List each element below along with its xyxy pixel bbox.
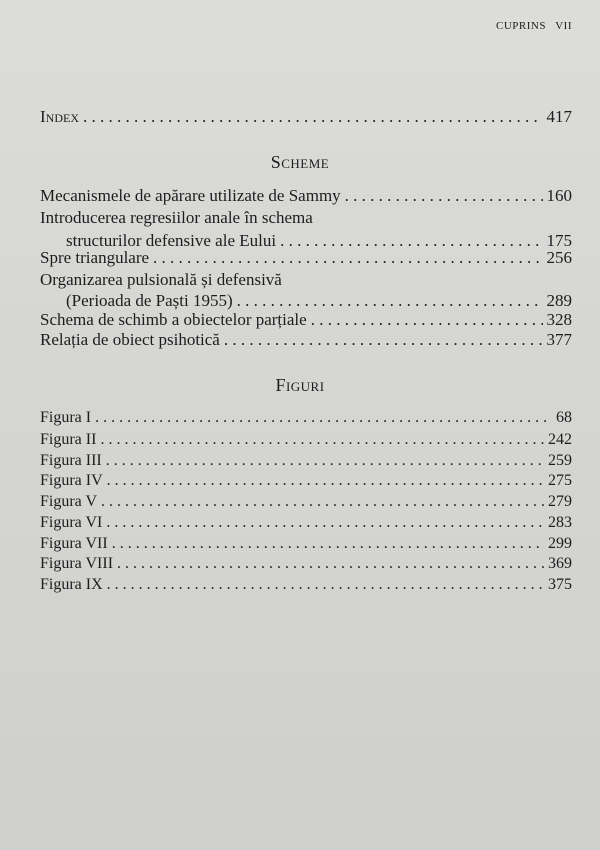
- toc-entry-label: Figura IX: [40, 576, 103, 593]
- toc-entry-page: 417: [546, 107, 572, 126]
- toc-entry-label: Relația de obiect psihotică: [40, 330, 220, 349]
- toc-entry-page: 68: [556, 409, 572, 426]
- toc-entry-scheme-3[interactable]: [40, 248, 572, 268]
- toc-entry-label: Figura IV: [40, 472, 103, 489]
- toc-entry-label: Index: [40, 107, 79, 126]
- leader-dots: [100, 430, 544, 450]
- toc-entry-figure-4[interactable]: [40, 471, 572, 491]
- toc-entry-label: Figura III: [40, 452, 102, 469]
- toc-entry-figure-3[interactable]: [40, 451, 572, 471]
- toc-entry-label: Mecanismele de apărare utilizate de Sammy: [40, 186, 341, 205]
- toc-entry-page: 377: [546, 330, 572, 349]
- leader-dots: [224, 330, 543, 350]
- leader-dots: [107, 471, 544, 491]
- toc-entry-page: 259: [548, 452, 572, 469]
- running-head-page-number: VII: [555, 20, 572, 32]
- toc-entry-page: 375: [548, 576, 572, 593]
- toc-entry-label: Figura VII: [40, 535, 108, 552]
- toc-entry-page: 256: [546, 248, 572, 267]
- toc-entry-figure-6[interactable]: [40, 513, 572, 533]
- leader-dots: [101, 492, 544, 512]
- toc-entry-label: Figura VIII: [40, 555, 114, 572]
- running-head: [490, 20, 572, 32]
- toc-entry-label: Figura VI: [40, 514, 103, 531]
- toc-entry-figure-2[interactable]: [40, 430, 572, 450]
- toc-entry-figure-9[interactable]: [40, 575, 572, 595]
- toc-entry-page: 299: [548, 535, 572, 552]
- toc-entry-label: structurilor defensive ale Eului: [66, 231, 277, 250]
- leader-dots: [83, 107, 543, 127]
- toc-entry-label: Figura II: [40, 431, 97, 448]
- toc-entry-scheme-4-line1[interactable]: Organizarea pulsională și defensivă: [40, 270, 282, 289]
- leader-dots: [107, 575, 544, 595]
- leader-dots: [345, 186, 543, 206]
- toc-entry-page: 160: [546, 186, 572, 205]
- section-title-scheme: Scheme: [270, 152, 330, 172]
- toc-entry-label: Figura I: [40, 409, 92, 426]
- toc-entry-label: Spre triangulare: [40, 248, 150, 267]
- toc-entry-scheme-5[interactable]: [40, 310, 572, 330]
- toc-entry-page: 283: [548, 514, 572, 531]
- leader-dots: [153, 248, 542, 268]
- toc-entry-page: 328: [546, 310, 572, 329]
- running-head-section: CUPRINS: [496, 20, 546, 32]
- toc-entry-figure-1[interactable]: [40, 408, 572, 428]
- leader-dots: [95, 408, 552, 428]
- toc-entry-label: (Perioada de Paști 1955): [66, 291, 233, 310]
- toc-entry-page: 279: [548, 493, 572, 510]
- toc-entry-figure-8[interactable]: [40, 554, 572, 574]
- toc-entry-page: 275: [548, 472, 572, 489]
- leader-dots: [106, 451, 544, 471]
- leader-dots: [112, 534, 544, 554]
- leader-dots: [237, 291, 543, 311]
- toc-entry-scheme-2-line1[interactable]: Introducerea regresiilor anale în schema: [40, 208, 313, 227]
- toc-entry-page: 242: [548, 431, 572, 448]
- toc-entry-page: 289: [546, 291, 572, 310]
- toc-entry-index[interactable]: [40, 107, 572, 127]
- leader-dots: [106, 513, 544, 533]
- toc-entry-page: 369: [548, 555, 572, 572]
- toc-entry-scheme-1[interactable]: [40, 186, 572, 206]
- toc-entry-figure-7[interactable]: [40, 534, 572, 554]
- toc-entry-label: Schema de schimb a obiectelor parțiale: [40, 310, 307, 329]
- toc-entry-page: 175: [546, 231, 572, 250]
- toc-entry-label: Figura V: [40, 493, 98, 510]
- toc-entry-figure-5[interactable]: [40, 492, 572, 512]
- toc-entry-scheme-4[interactable]: [40, 291, 572, 311]
- toc-entry-scheme-6[interactable]: [40, 330, 572, 350]
- leader-dots: [117, 554, 544, 574]
- leader-dots: [311, 310, 543, 330]
- section-title-figuri: Figuri: [275, 375, 325, 395]
